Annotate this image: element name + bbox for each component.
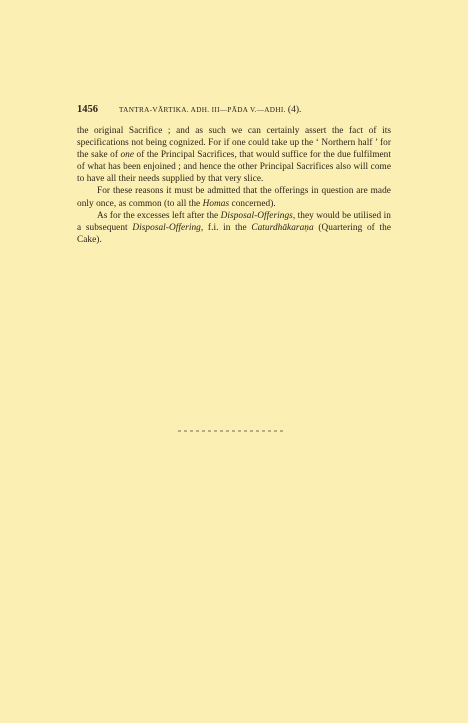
text-run: , they would be utilised in a subsequent: [77, 210, 391, 233]
running-header: [77, 104, 391, 115]
text-run: of the Principal Sacrifices, that would suffice for the due fulfilment of what has been enjoined ; and hence the other Principal Sacrifices also will come to have all their needs supplied by that very slice.: [77, 150, 391, 185]
running-head: [119, 105, 301, 115]
body-text: [77, 125, 391, 246]
paragraph: [77, 125, 391, 185]
text-run: For these reasons it must be admitted that the offerings in question are made only once, as common (to all the: [77, 186, 391, 209]
text-run: As for the excesses left after the: [97, 210, 221, 221]
italic-term: Disposal-Offering: [132, 222, 201, 233]
text-run: , f.i. in the: [200, 222, 252, 233]
italic-term: Caturdhākaraṇa: [251, 222, 314, 233]
italic-term: Disposal-Offerings: [220, 210, 293, 221]
running-head-section-number: (4).: [287, 105, 302, 115]
paragraph: [77, 210, 391, 246]
text-run: the original Sacrifice ; and as such we can certainly assert the fact of its specifications not being cognized. For if one could take up the ‘ Northern half ’ for the sake of: [77, 126, 391, 161]
running-head-title: TANTRA-VĀRTIKA. ADH. III—PĀDA V.—ADHI.: [119, 106, 288, 114]
italic-term: one: [120, 150, 135, 161]
text-run: (Quartering of the Cake).: [77, 222, 391, 245]
page-number: 1456: [77, 104, 98, 115]
stray-print-marks: [178, 430, 285, 432]
paragraph: [77, 185, 391, 209]
text-run: concerned).: [229, 198, 276, 209]
italic-term: Homas: [202, 198, 230, 209]
page-content: [77, 104, 391, 246]
